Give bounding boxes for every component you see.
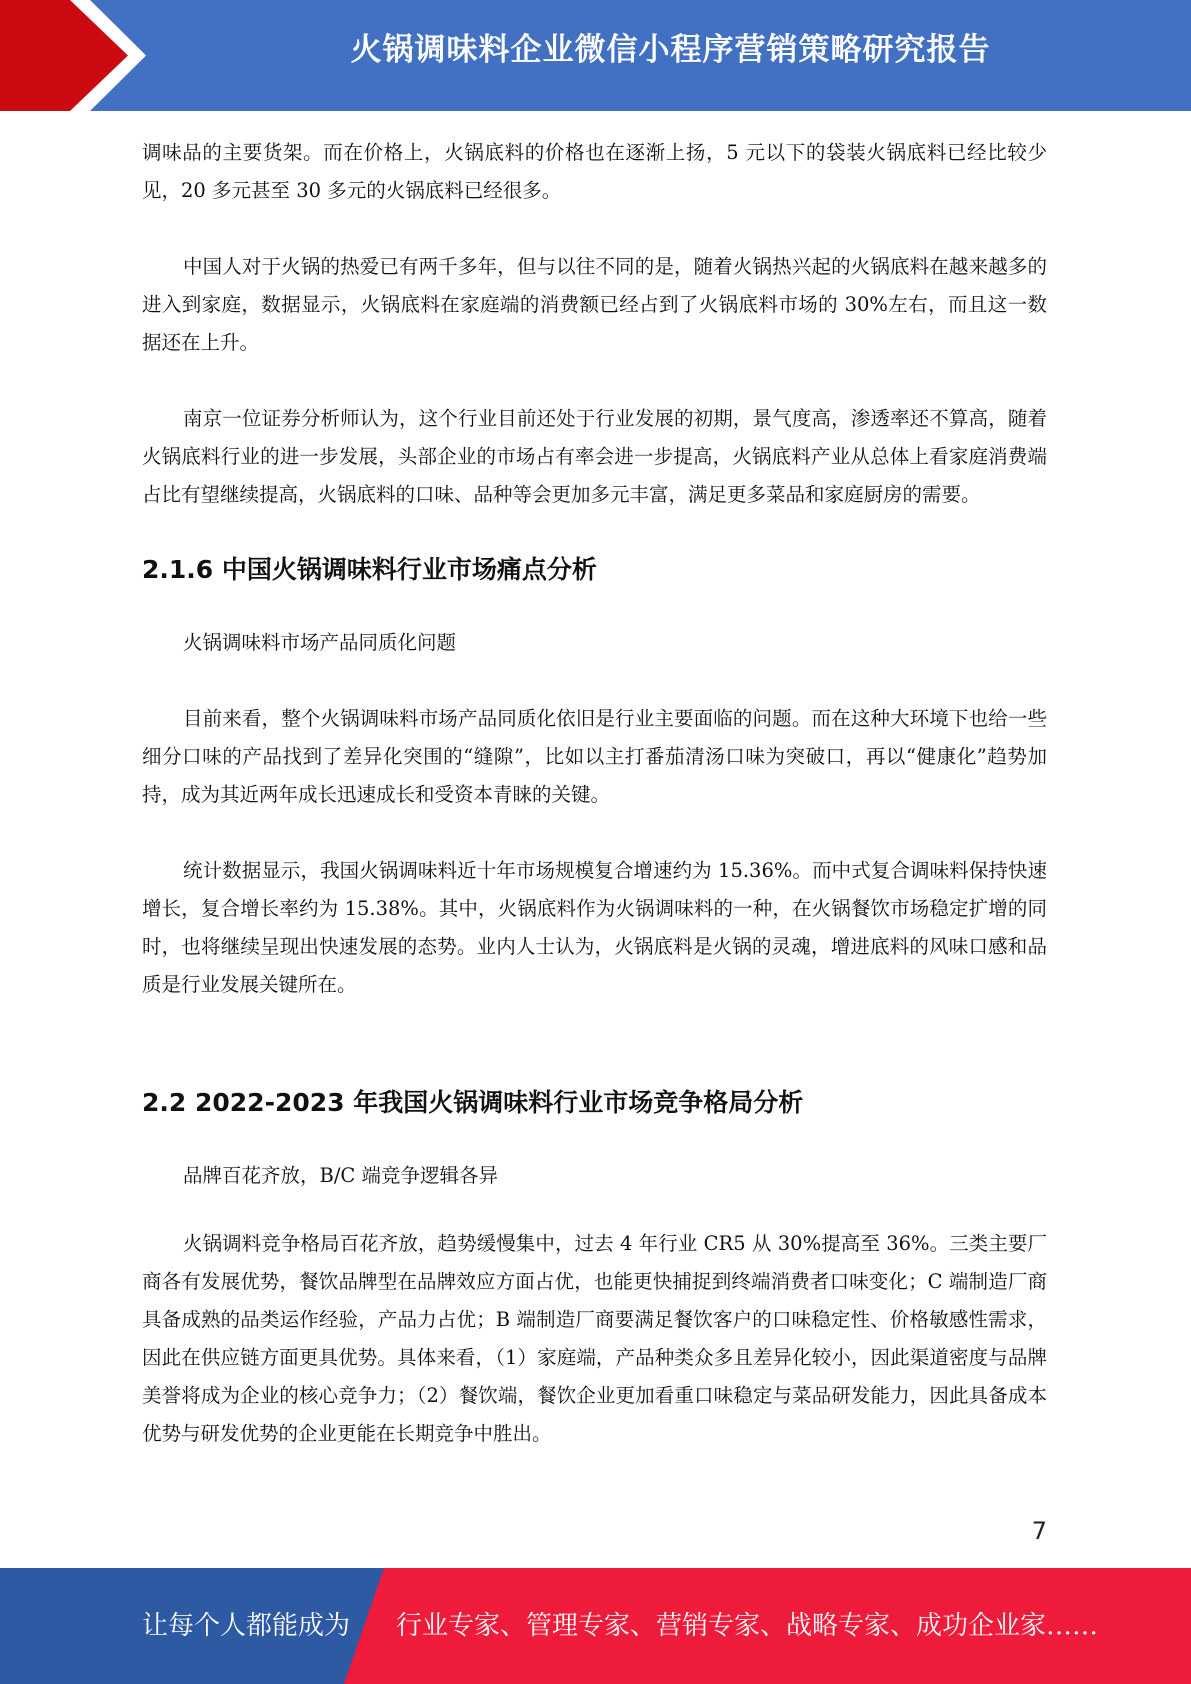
page-number: 7 [1031,1517,1047,1545]
paragraph: 火锅调料竞争格局百花齐放，趋势缓慢集中，过去 4 年行业 CR5 从 30%提高至 36%。三类主要厂商各有发展优势，餐饮品牌型在品牌效应方面占优，也能更快捕捉到终端消费者口味变化；C 端制造厂商具备成熟的品类运作经验，产品力占优；B 端制造厂商要满足餐饮客户的口味稳定性、价格敏感性需求，因此在供应链方面更具优势。具体来看，（1）家庭端，产品种类众多且差异化较小，因此渠道密度与品牌美誉将成为企业的核心竞争力；（2）餐饮端，餐饮企业更加看重口味稳定与菜品研发能力，因此具备成本优势与研发优势的企业更能在长期竞争中胜出。 [142,1232,1047,1445]
footer-slogan-left: 让每个人都能成为 [142,1611,351,1641]
report-title: 火锅调味料企业微信小程序营销策略研究报告 [350,32,991,68]
paragraph: 南京一位证券分析师认为，这个行业目前还处于行业发展的初期，景气度高，渗透率还不算高，随着火锅底料行业的进一步发展，头部企业的市场占有率会进一步提高，火锅底料产业从总体上看家庭消费端占比有望继续提高，火锅底料的口味、品种等会更加多元丰富，满足更多菜品和家庭厨房的需要。 [142,407,1047,506]
header-arrow-icon [0,0,155,111]
footer-slogan-right: 行业专家、管理专家、营销专家、战略专家、成功企业家…… [396,1611,1099,1641]
sub-heading: 品牌百花齐放，B/C 端竞争逻辑各异 [183,1164,499,1187]
sub-heading: 火锅调味料市场产品同质化问题 [183,631,457,654]
section-heading: 2.2 2022-2023 年我国火锅调味料行业市场竞争格局分析 [142,1088,804,1117]
footer-banner [0,1568,1191,1684]
paragraph: 调味品的主要货架。而在价格上，火锅底料的价格也在逐渐上扬，5 元以下的袋装火锅底料已经比较少见，20 多元甚至 30 多元的火锅底料已经很多。 [142,141,1047,202]
page-content [142,134,1047,1453]
paragraph: 中国人对于火锅的热爱已有两千多年，但与以往不同的是，随着火锅热兴起的火锅底料在越来越多的进入到家庭，数据显示，火锅底料在家庭端的消费额已经占到了火锅底料市场的 30%左右，而且这一数据还在上升。 [142,255,1047,354]
paragraph: 统计数据显示，我国火锅调味料近十年市场规模复合增速约为 15.36%。而中式复合调味料保持快速增长，复合增长率约为 15.38%。其中，火锅底料作为火锅调味料的一种，在火锅餐饮市场稳定扩增的同时，也将继续呈现出快速发展的态势。业内人士认为，火锅底料是火锅的灵魂，增进底料的风味口感和品质是行业发展关键所在。 [142,859,1047,996]
paragraph: 目前来看，整个火锅调味料市场产品同质化依旧是行业主要面临的问题。而在这种大环境下也给一些细分口味的产品找到了差异化突围的“缝隙”，比如以主打番茄清汤口味为突破口，再以“健康化”趋势加持，成为其近两年成长迅速成长和受资本青睐的关键。 [142,707,1047,806]
header-banner [0,0,1191,111]
section-heading: 2.1.6 中国火锅调味料行业市场痛点分析 [142,555,597,584]
